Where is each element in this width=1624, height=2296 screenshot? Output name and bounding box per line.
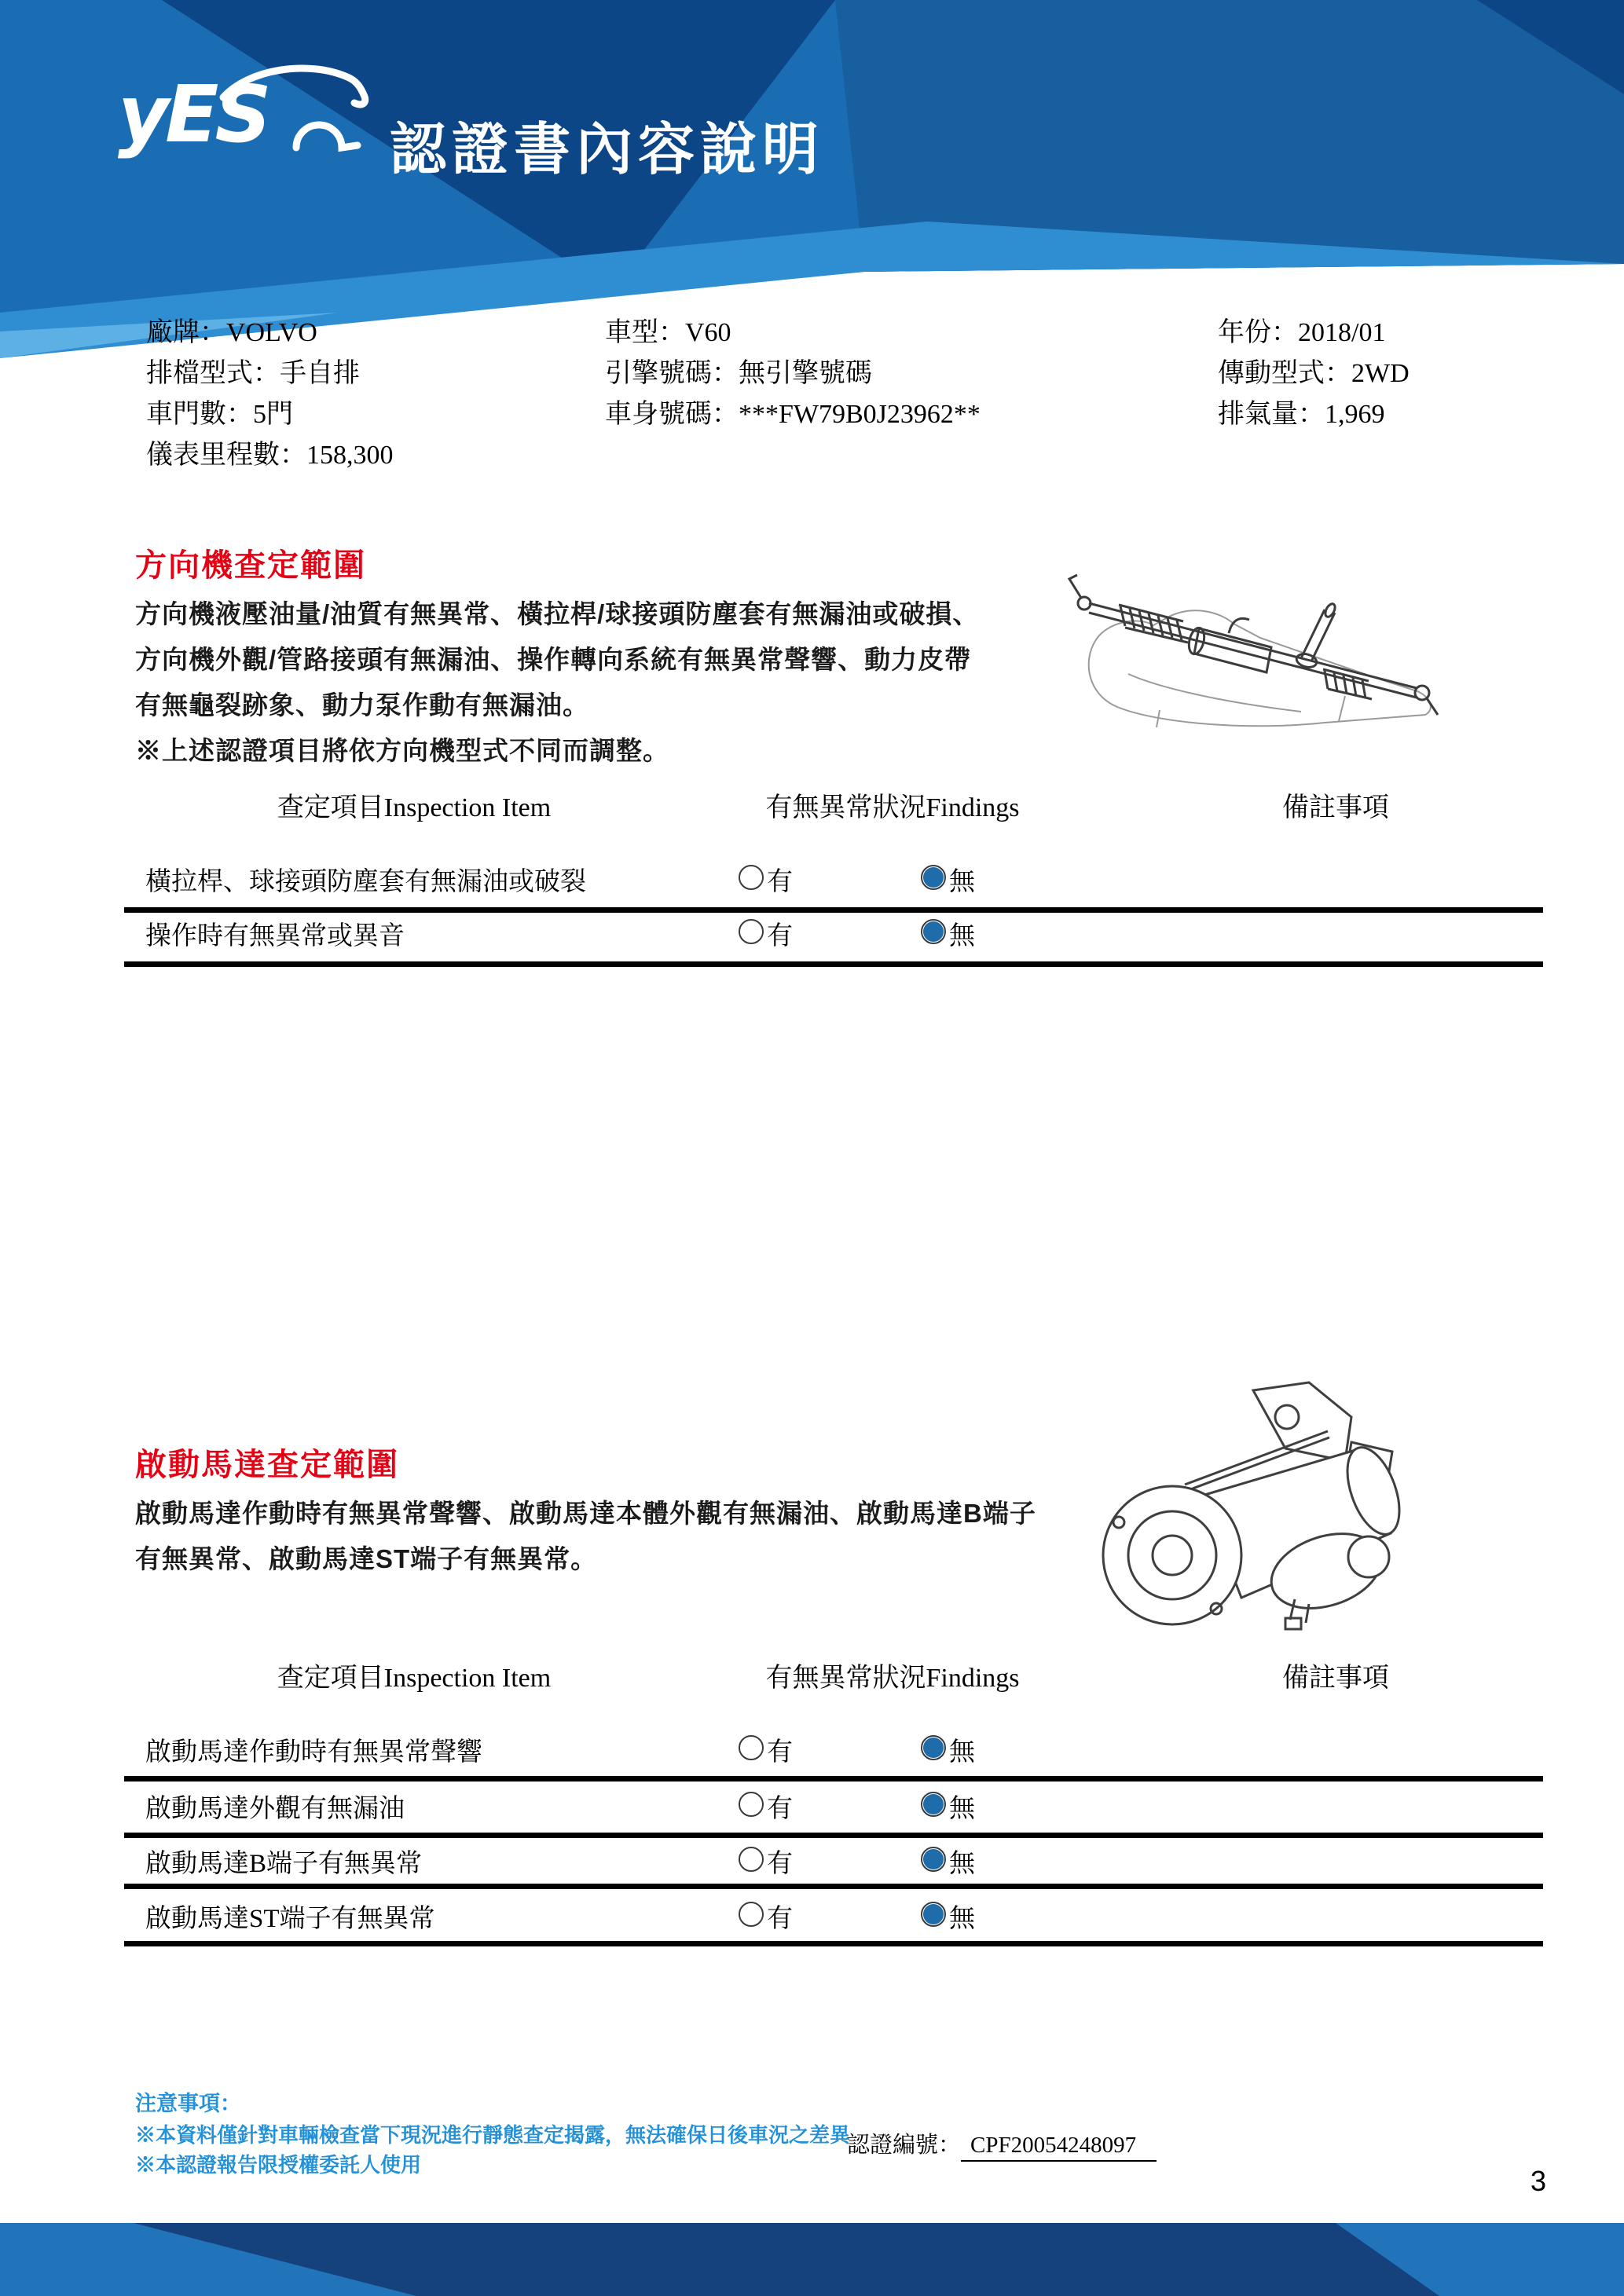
description-line: ※上述認證項目將依方向機型式不同而調整。 — [135, 736, 669, 765]
inspection-item-label: 橫拉桿、球接頭防塵套有無漏油或破裂 — [145, 868, 586, 896]
notice-line: ※本認證報告限授權委託人使用 — [135, 2153, 422, 2177]
table-header-findings: 有無異常狀況Findings — [765, 793, 1020, 822]
radio-yes-label: 有 — [767, 1738, 793, 1767]
inspection-item-label: 啟動馬達作動時有無異常聲響 — [145, 1738, 482, 1767]
radio-no[interactable] — [921, 865, 946, 890]
separator-line — [124, 1833, 1543, 1838]
yes-logo — [116, 39, 383, 185]
separator-line — [124, 1941, 1543, 1946]
inspection-item-label: 啟動馬達B端子有無異常 — [145, 1850, 423, 1878]
separator-line — [124, 1884, 1543, 1889]
vehicle-info-col-1 — [146, 313, 394, 476]
vehicle-info-line: 排氣量：1,969 — [1218, 400, 1385, 429]
radio-no[interactable] — [921, 1792, 946, 1817]
radio-yes[interactable] — [739, 1847, 764, 1872]
vehicle-info-line: 儀表里程數：158,300 — [146, 441, 394, 470]
radio-yes[interactable] — [739, 919, 764, 944]
radio-yes-label: 有 — [767, 1905, 793, 1933]
notice-title: 注意事項： — [135, 2092, 241, 2115]
separator-line — [124, 961, 1543, 967]
inspection-item-label: 操作時有無異常或異音 — [145, 922, 405, 950]
notice-line: ※本資料僅針對車輛檢查當下現況進行靜態查定揭露，無法確保日後車況之差異 — [135, 2123, 851, 2147]
description-line: 方向機外觀/管路接頭有無漏油、操作轉向系統有無異常聲響、動力皮帶 — [135, 645, 972, 674]
table-header-item: 查定項目Inspection Item — [277, 793, 552, 822]
description-line: 啟動馬達作動時有無異常聲響、啟動馬達本體外觀有無漏油、啟動馬達B端子 — [135, 1499, 1036, 1528]
inspection-item-label: 啟動馬達外觀有無漏油 — [145, 1795, 405, 1823]
radio-no-label: 無 — [949, 1738, 975, 1767]
radio-yes-label: 有 — [767, 868, 793, 896]
inspection-item-label: 啟動馬達ST端子有無異常 — [145, 1905, 435, 1933]
radio-yes-label: 有 — [767, 922, 793, 950]
footer-band — [0, 2223, 1624, 2296]
vehicle-info-line: 車身號碼：***FW79B0J23962** — [605, 400, 981, 429]
description-line: 有無異常、啟動馬達ST端子有無異常。 — [135, 1544, 598, 1573]
vehicle-info-line: 排檔型式：手自排 — [146, 359, 360, 388]
yes-logo-text: yES — [118, 68, 268, 160]
page-number: 3 — [1531, 2165, 1547, 2197]
section-description-starter — [135, 1491, 1036, 1582]
vehicle-info-line: 廠牌：VOLVO — [146, 318, 317, 347]
radio-yes[interactable] — [739, 1735, 764, 1760]
radio-yes[interactable] — [739, 1902, 764, 1927]
page-title: 認證書內容說明 — [390, 119, 825, 181]
vehicle-info-line: 車門數：5門 — [146, 400, 293, 429]
table-header-item: 查定項目Inspection Item — [277, 1664, 552, 1693]
radio-yes-label: 有 — [767, 1850, 793, 1878]
radio-no-label: 無 — [949, 1850, 975, 1878]
vehicle-info-col-3 — [1218, 313, 1410, 435]
cert-number: CPF20054248097 — [961, 2133, 1157, 2162]
radio-no-label: 無 — [949, 922, 975, 950]
radio-no[interactable] — [921, 1735, 946, 1760]
separator-line — [124, 907, 1543, 913]
radio-yes-label: 有 — [767, 1795, 793, 1823]
table-header-remarks: 備註事項 — [1282, 793, 1389, 822]
radio-no[interactable] — [921, 1847, 946, 1872]
radio-yes[interactable] — [739, 1792, 764, 1817]
radio-no-label: 無 — [949, 1905, 975, 1933]
steering-rack-illustration — [1065, 556, 1443, 731]
cert-label: 認證編號： — [847, 2133, 962, 2158]
table-header-findings: 有無異常狀況Findings — [765, 1664, 1020, 1693]
vehicle-info-line: 傳動型式：2WD — [1218, 359, 1410, 388]
description-line: 方向機液壓油量/油質有無異常、橫拉桿/球接頭防塵套有無漏油或破損、 — [135, 599, 980, 628]
description-line: 有無龜裂跡象、動力泵作動有無漏油。 — [135, 690, 589, 720]
radio-no[interactable] — [921, 1902, 946, 1927]
certification-number-row — [847, 2127, 1157, 2159]
vehicle-info-col-2 — [605, 313, 981, 435]
radio-no-label: 無 — [949, 868, 975, 896]
radio-no-label: 無 — [949, 1795, 975, 1823]
radio-no[interactable] — [921, 919, 946, 944]
section-description-steering — [135, 591, 979, 774]
section-title-starter: 啟動馬達查定範圍 — [135, 1448, 399, 1482]
vehicle-info-line: 車型：V60 — [605, 318, 731, 347]
section-title-steering: 方向機查定範圍 — [135, 548, 366, 583]
separator-line — [124, 1776, 1543, 1782]
radio-yes[interactable] — [739, 865, 764, 890]
vehicle-info-line: 年份：2018/01 — [1218, 318, 1386, 347]
table-header-remarks: 備註事項 — [1282, 1664, 1389, 1693]
starter-motor-illustration — [1092, 1376, 1430, 1639]
vehicle-info-line: 引擎號碼：無引擎號碼 — [605, 359, 872, 388]
